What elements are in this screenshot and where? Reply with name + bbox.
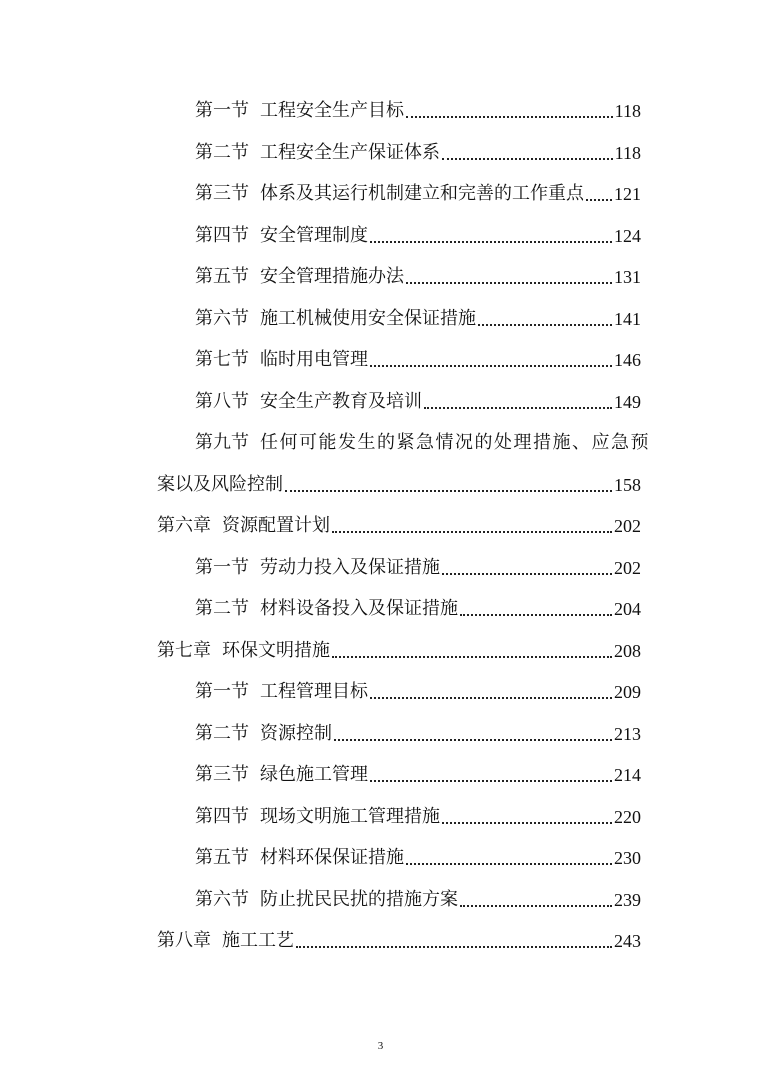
- entry-page: 214: [614, 765, 641, 785]
- toc-entry[interactable]: [195, 134, 641, 164]
- dot-leader: [478, 312, 612, 326]
- entry-page: 213: [614, 724, 641, 744]
- toc-entry[interactable]: [195, 798, 641, 828]
- toc-entry[interactable]: [195, 217, 641, 247]
- dot-leader: [370, 768, 612, 782]
- page-number: 3: [377, 1040, 384, 1052]
- dot-leader: [332, 644, 612, 658]
- dot-leader: [370, 685, 612, 699]
- entry-page: 118: [614, 143, 641, 163]
- entry-number: 第六章: [157, 515, 211, 536]
- toc-chapter[interactable]: [157, 922, 641, 952]
- dot-leader: [442, 146, 613, 160]
- entry-number: 第七节: [195, 349, 249, 370]
- toc-entry[interactable]: [195, 258, 641, 288]
- toc-entry[interactable]: [195, 881, 641, 911]
- dot-leader: [586, 187, 612, 201]
- entry-page: 118: [614, 101, 641, 121]
- entry-page: 146: [614, 350, 641, 370]
- dot-leader: [370, 353, 612, 367]
- entry-number: 第三节: [195, 183, 249, 204]
- toc-entry[interactable]: [195, 839, 641, 869]
- entry-title: 资源控制: [260, 723, 332, 744]
- entry-page: 124: [614, 226, 641, 246]
- entry-title: 工程安全生产目标: [260, 100, 404, 121]
- dot-leader: [424, 395, 612, 409]
- entry-page: 202: [614, 558, 641, 578]
- entry-page: 204: [614, 599, 641, 619]
- entry-page: 131: [614, 267, 641, 287]
- entry-page: 239: [614, 890, 641, 910]
- toc-entry[interactable]: [195, 92, 641, 122]
- entry-title: 环保文明措施: [222, 640, 330, 661]
- dot-leader: [334, 727, 612, 741]
- entry-page: 243: [614, 931, 641, 951]
- toc-entry[interactable]: [195, 424, 650, 454]
- entry-number: 第八章: [157, 930, 211, 951]
- entry-title: 案以及风险控制: [157, 474, 283, 495]
- entry-number: 第七章: [157, 640, 211, 661]
- entry-title: 安全生产教育及培训: [260, 391, 422, 412]
- entry-number: 第一节: [195, 681, 249, 702]
- dot-leader: [370, 229, 612, 243]
- entry-number: 第五节: [195, 847, 249, 868]
- dot-leader: [460, 893, 612, 907]
- toc-chapter[interactable]: [157, 632, 641, 662]
- entry-number: 第一节: [195, 100, 249, 121]
- entry-title: 工程安全生产保证体系: [260, 142, 440, 163]
- toc-entry[interactable]: [195, 175, 641, 205]
- entry-title: 施工机械使用安全保证措施: [260, 308, 476, 329]
- entry-title: 现场文明施工管理措施: [260, 806, 440, 827]
- entry-page: 158: [614, 475, 641, 495]
- toc-entry[interactable]: [195, 383, 641, 413]
- entry-title: 安全管理措施办法: [260, 266, 404, 287]
- entry-number: 第九节: [195, 432, 249, 453]
- entry-number: 第一节: [195, 557, 249, 578]
- entry-number: 第四节: [195, 806, 249, 827]
- toc-entry[interactable]: [195, 549, 641, 579]
- entry-title: 安全管理制度: [260, 225, 368, 246]
- entry-number: 第二节: [195, 598, 249, 619]
- toc-entry[interactable]: [195, 673, 641, 703]
- dot-leader: [442, 561, 612, 575]
- entry-number: 第八节: [195, 391, 249, 412]
- entry-title: 施工工艺: [222, 930, 294, 951]
- dot-leader: [406, 851, 612, 865]
- entry-title: 防止扰民民扰的措施方案: [260, 889, 458, 910]
- dot-leader: [296, 934, 612, 948]
- toc-entry[interactable]: [195, 590, 641, 620]
- toc-entry-continuation[interactable]: [157, 466, 641, 496]
- entry-title: 材料环保保证措施: [260, 847, 404, 868]
- toc-entry[interactable]: [195, 715, 641, 745]
- dot-leader: [406, 104, 613, 118]
- dot-leader: [442, 810, 612, 824]
- dot-leader: [460, 602, 612, 616]
- entry-title: 体系及其运行机制建立和完善的工作重点: [260, 183, 584, 204]
- entry-number: 第五节: [195, 266, 249, 287]
- toc-entry[interactable]: [195, 341, 641, 371]
- entry-page: 121: [614, 184, 641, 204]
- entry-number: 第二节: [195, 142, 249, 163]
- entry-page: 208: [614, 641, 641, 661]
- entry-page: 149: [614, 392, 641, 412]
- dot-leader: [285, 478, 612, 492]
- entry-title: 劳动力投入及保证措施: [260, 557, 440, 578]
- entry-title: 绿色施工管理: [260, 764, 368, 785]
- entry-page: 220: [614, 807, 641, 827]
- dot-leader: [332, 519, 612, 533]
- entry-number: 第二节: [195, 723, 249, 744]
- entry-page: 141: [614, 309, 641, 329]
- dot-leader: [406, 270, 612, 284]
- toc-entry[interactable]: [195, 300, 641, 330]
- entry-page: 209: [614, 682, 641, 702]
- entry-page: 230: [614, 848, 641, 868]
- entry-number: 第三节: [195, 764, 249, 785]
- entry-page: 202: [614, 516, 641, 536]
- entry-number: 第六节: [195, 308, 249, 329]
- entry-number: 第四节: [195, 225, 249, 246]
- entry-title: 材料设备投入及保证措施: [260, 598, 458, 619]
- toc-entry[interactable]: [195, 756, 641, 786]
- entry-title: 资源配置计划: [222, 515, 330, 536]
- toc-chapter[interactable]: [157, 507, 641, 537]
- entry-title: 工程管理目标: [260, 681, 368, 702]
- entry-title: 任何可能发生的紧急情况的处理措施、应急预: [260, 432, 650, 453]
- entry-title: 临时用电管理: [260, 349, 368, 370]
- entry-number: 第六节: [195, 889, 249, 910]
